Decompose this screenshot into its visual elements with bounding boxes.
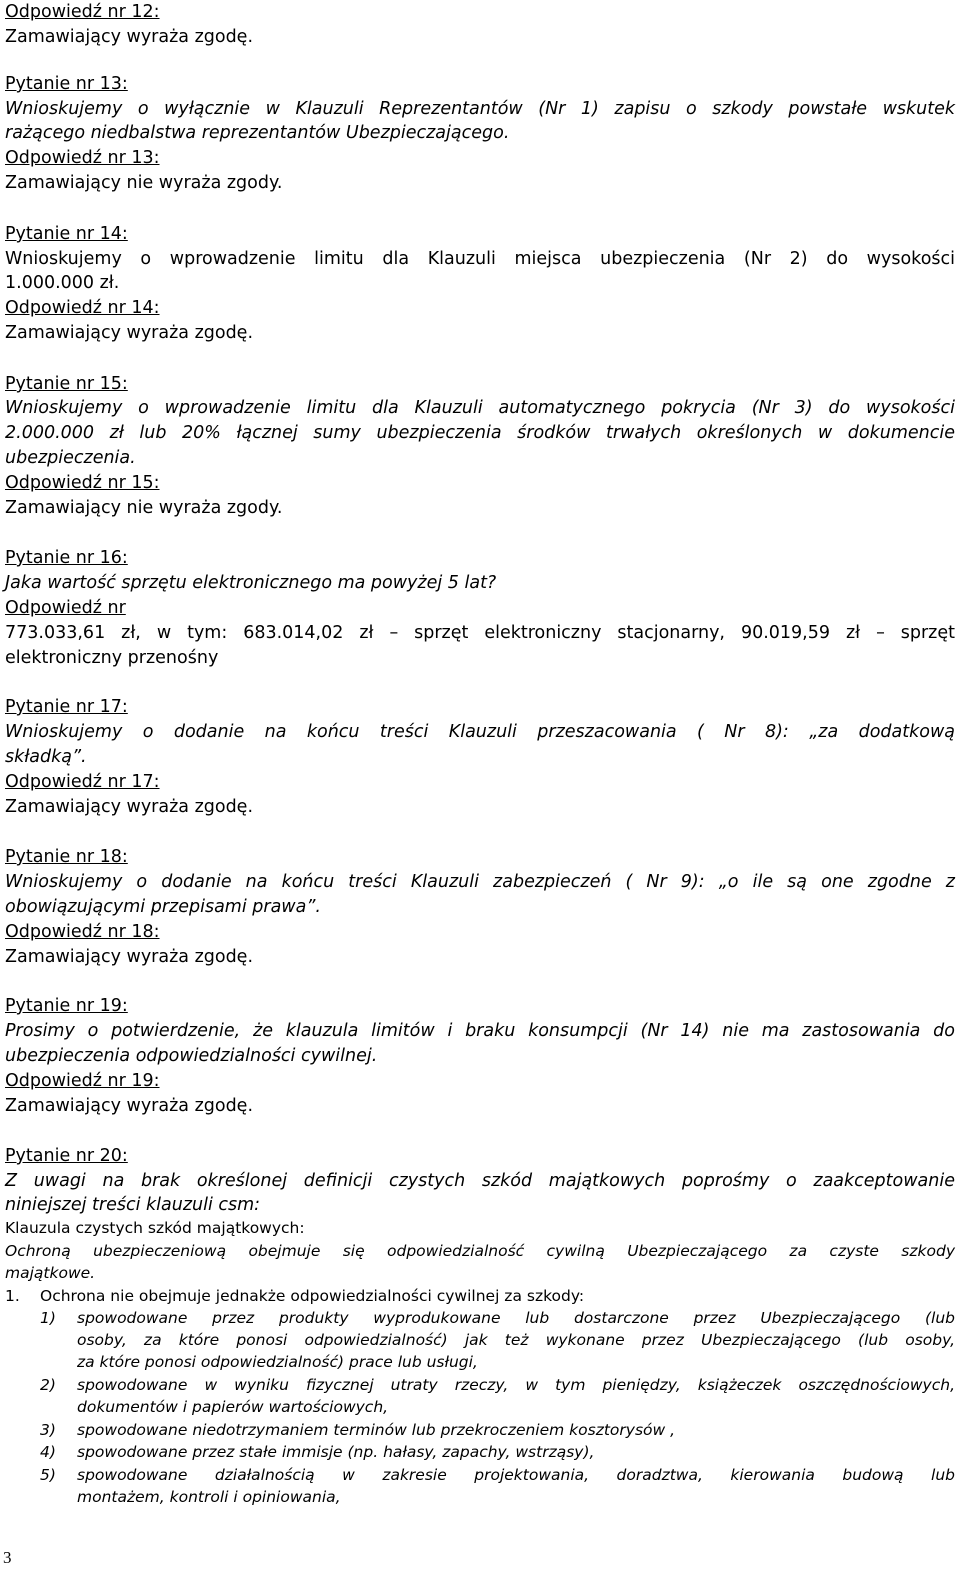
question-text: Wnioskujemy o wyłącznie w Klauzuli Reprezentantów (Nr 1) zapisu o szkody powstałe wskutek [5,99,955,119]
question-text: Z uwagi na brak określonej definicji czystych szkód majątkowych poprośmy o zaakceptowanie [5,1171,955,1191]
clause-point [5,1285,955,1307]
answer-heading: Odpowiedź nr 15: [5,473,160,493]
question-text: Prosimy o potwierdzenie, że klauzula limitów i braku konsumpcji (Nr 14) nie ma zastosowania do [5,1021,955,1041]
question-text: ubezpieczenia. [5,448,136,468]
answer-heading: Odpowiedź nr 14: [5,298,160,318]
question-heading: Pytanie nr 13: [5,74,128,94]
clause-point-number: 1. [5,1287,20,1305]
clause-text: Ochroną ubezpieczeniową obejmuje się odpowiedzialność cywilną Ubezpieczającego za czyste szkody [5,1242,955,1260]
clause-point-text: Ochrona nie obejmuje jednakże odpowiedzialności cywilnej za szkody: [40,1287,585,1305]
clause-title: Klauzula czystych szkód majątkowych: [5,1219,305,1237]
list-item-text: za które ponosi odpowiedzialność) prace lub usługi, [77,1353,478,1371]
list-item-number: 2) [40,1376,56,1394]
question-heading: Pytanie nr 15: [5,374,128,394]
question-text: składką”. [5,747,87,767]
list-item-number: 5) [40,1466,56,1484]
answer-text: Zamawiający nie wyraża zgody. [5,498,283,518]
list-item-number: 4) [40,1443,56,1461]
list-item-text: spowodowane przez produkty wyprodukowane lub dostarczone przez Ubezpieczającego (lub [77,1309,955,1327]
list-item-number: 3) [40,1421,56,1439]
list-item-text: spowodowane niedotrzymaniem terminów lub przekroczeniem kosztorysów , [77,1421,676,1439]
question-text: Wnioskujemy o wprowadzenie limitu dla Klauzuli miejsca ubezpieczenia (Nr 2) do wysokości [5,249,955,269]
answer-heading: Odpowiedź nr 13: [5,148,160,168]
list-item-text: osoby, za które ponosi odpowiedzialność) jak też wykonane przez Ubezpieczającego (lub osoby, [77,1331,955,1349]
question-text: niniejszej treści klauzuli csm: [5,1195,261,1215]
list-item-text: dokumentów i papierów wartościowych, [77,1398,389,1416]
answer-text: Zamawiający wyraża zgodę. [5,797,254,817]
question-text: Wnioskujemy o dodanie na końcu treści Klauzuli przeszacowania ( Nr 8): „za dodatkową [5,722,955,742]
question-heading: Pytanie nr 18: [5,847,128,867]
question-text: rażącego niedbalstwa reprezentantów Ubezpieczającego. [5,123,510,143]
question-heading: Pytanie nr 16: [5,548,128,568]
answer-text: elektroniczny przenośny [5,648,219,668]
answer-text: 773.033,61 zł, w tym: 683.014,02 zł – sprzęt elektroniczny stacjonarny, 90.019,59 zł – sprzęt [5,623,955,643]
answer-heading: Odpowiedź nr 18: [5,922,160,942]
answer-text: Zamawiający wyraża zgodę. [5,323,254,343]
question-text: ubezpieczenia odpowiedzialności cywilnej. [5,1046,378,1066]
answer-heading: Odpowiedź nr [5,598,126,618]
answer-heading: Odpowiedź nr 19: [5,1071,160,1091]
question-heading: Pytanie nr 20: [5,1146,128,1166]
list-item-text: spowodowane przez stałe immisje (np. hałasy, zapachy, wstrząsy), [77,1443,595,1461]
question-heading: Pytanie nr 17: [5,697,128,717]
question-text: Jaka wartość sprzętu elektronicznego ma powyżej 5 lat? [5,573,497,593]
clause-text: majątkowe. [5,1264,96,1282]
question-text: Wnioskujemy o wprowadzenie limitu dla Klauzuli automatycznego pokrycia (Nr 3) do wysokości [5,398,955,418]
question-text: obowiązującymi przepisami prawa”. [5,897,321,917]
question-heading: Pytanie nr 19: [5,996,128,1016]
answer-text: Zamawiający wyraża zgodę. [5,947,254,967]
list-item-text: spowodowane w wyniku fizycznej utraty rzeczy, w tym pieniędzy, książeczek oszczędnościowych, [77,1376,955,1394]
question-text: 2.000.000 zł lub 20% łącznej sumy ubezpieczenia środków trwałych określonych w dokumencie [5,423,955,443]
page-number: 3 [3,1548,12,1567]
answer-text: Zamawiający wyraża zgodę. [5,1096,254,1116]
answer-text: Zamawiający nie wyraża zgody. [5,173,283,193]
answer-heading: Odpowiedź nr 17: [5,772,160,792]
question-heading: Pytanie nr 14: [5,224,128,244]
list-item-text: spowodowane działalnością w zakresie projektowania, doradztwa, kierowania budową lub [77,1466,955,1484]
answer-text: Zamawiający wyraża zgodę. [5,27,254,47]
question-text: 1.000.000 zł. [5,273,120,293]
question-text: Wnioskujemy o dodanie na końcu treści Klauzuli zabezpieczeń ( Nr 9): „o ile są one zgodne z [5,872,955,892]
list-item-number: 1) [40,1309,56,1327]
answer-heading: Odpowiedź nr 12: [5,2,160,22]
list-item-text: montażem, kontroli i opiniowania, [77,1488,341,1506]
